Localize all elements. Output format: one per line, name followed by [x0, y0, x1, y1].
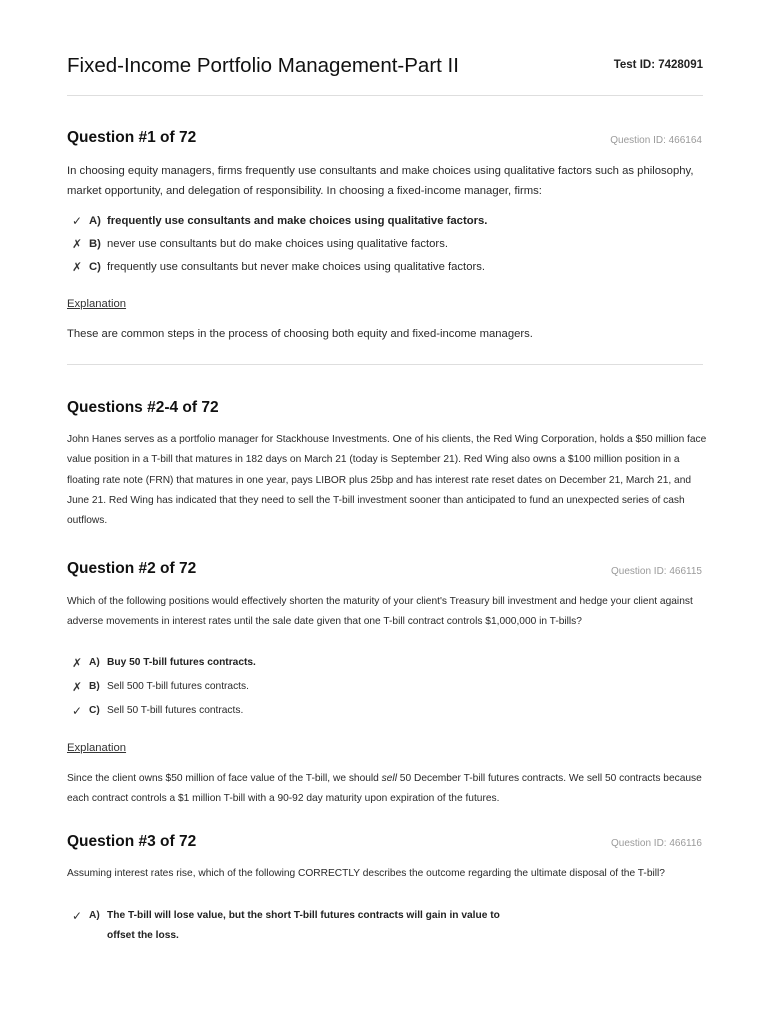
answer-letter: C) — [89, 261, 101, 273]
answer-text: never use consultants but do make choices using qualitative factors. — [107, 238, 448, 250]
answer-letter: A) — [89, 215, 101, 227]
question-1-id: Question ID: 466164 — [610, 135, 702, 146]
test-id: Test ID: 7428091 — [613, 59, 703, 71]
answer-text: Sell 500 T-bill futures contracts. — [107, 681, 249, 692]
answer-letter: A) — [89, 910, 100, 921]
answer-text: frequently use consultants and make choices using qualitative factors. — [107, 215, 488, 227]
answer-text: The T-bill will lose value, but the short T-bill futures contracts will gain in value to offset the loss. — [107, 910, 500, 941]
question-group-title: Questions #2-4 of 72 — [67, 399, 219, 416]
question-2-id: Question ID: 466115 — [611, 566, 702, 577]
check-icon: ✓ — [72, 704, 83, 718]
question-1-explanation: These are common steps in the process of choosing both equity and fixed-income managers. — [67, 328, 533, 340]
question-1-text: In choosing equity managers, firms frequently use consultants and make choices using qualitative factors such as philosophy, market opportunity, and delegation of responsibility. In choosing a fixed-income manager, firms: — [67, 165, 694, 197]
question-3-answer-a[interactable] — [72, 906, 522, 946]
document-title: Fixed-Income Portfolio Management-Part II — [67, 54, 459, 77]
question-1-explanation-label: Explanation — [67, 298, 127, 310]
cross-icon: ✗ — [72, 656, 83, 670]
question-2-answer-a[interactable] — [72, 653, 692, 673]
question-1-answer-b[interactable] — [72, 234, 692, 254]
question-2-explanation-label: Explanation — [67, 742, 127, 754]
question-2-answer-c[interactable] — [72, 701, 692, 721]
check-icon: ✓ — [72, 909, 83, 923]
answer-letter: B) — [89, 238, 101, 250]
answer-letter: A) — [89, 657, 100, 668]
question-group-text: John Hanes serves as a portfolio manager for Stackhouse Investments. One of his clients, the Red Wing Corporation, holds a $50 million face value position in a T-bill that matures in 182 days on March 21 (today is September 21). Red Wing also owns a $100 million position in a floating rate note (FRN) that matures in one year, pays LIBOR plus 25bp and has interest rate reset dates on December 21, March 21, and June 21. Red Wing has indicated that they need to sell the T-bill investment sooner than anticipated to fund an unexpected series of cash outflows. — [67, 434, 707, 527]
answer-text: Buy 50 T-bill futures contracts. — [107, 657, 256, 668]
question-1-answer-a[interactable] — [72, 211, 692, 231]
question-2-answer-b[interactable] — [72, 677, 692, 697]
cross-icon: ✗ — [72, 680, 83, 694]
answer-text: frequently use consultants but never make choices using qualitative factors. — [107, 261, 486, 273]
check-icon: ✓ — [72, 214, 83, 228]
question-2-explanation: Since the client owns $50 million of face value of the T-bill, we should sell 50 December T-bill futures contracts. We sell 50 contracts because each contract controls a $1 million T-bill with a 90-92 day maturity upon expiration of the futures. — [67, 773, 702, 805]
answer-letter: B) — [89, 681, 100, 692]
question-2-text: Which of the following positions would effectively shorten the maturity of your client's Treasury bill investment and hedge your client against adverse movements in interest rates until the sale date given that one T-bill contract controls $1,000,000 in T-bills? — [67, 596, 693, 628]
header-divider — [67, 95, 703, 96]
cross-icon: ✗ — [72, 237, 83, 251]
answer-text: Sell 50 T-bill futures contracts. — [107, 705, 244, 716]
cross-icon: ✗ — [72, 260, 83, 274]
question-1-answer-c[interactable] — [72, 257, 692, 277]
question-1-title: Question #1 of 72 — [67, 129, 197, 146]
question-3-text: Assuming interest rates rise, which of the following CORRECTLY describes the outcome regarding the ultimate disposal of the T-bill? — [67, 868, 665, 879]
question-2-title: Question #2 of 72 — [67, 560, 197, 577]
section-divider — [67, 364, 703, 365]
answer-letter: C) — [89, 705, 100, 716]
question-3-id: Question ID: 466116 — [611, 838, 702, 849]
question-3-title: Question #3 of 72 — [67, 833, 197, 850]
